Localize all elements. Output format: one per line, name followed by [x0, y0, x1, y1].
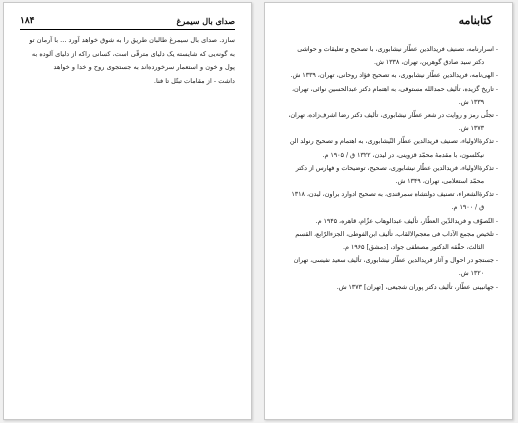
- bibliography-entry-line: - الهی‌نامه، فریدالدین عطّار نیشابوری، به تصحیح فؤاد روحانی، تهران، ۱۳۳۹ ش.: [290, 72, 498, 80]
- bibliography-entry: [277, 69, 498, 82]
- bibliography-entry-line: - تاریخ گزیده، تألیف حمدالله مستوفی، به اهتمام دکتر عبدالحسین نوائی، تهران،: [291, 85, 498, 93]
- bibliography-entry: [277, 135, 498, 161]
- bibliography-entry-line: - تلخیص مجمع الآداب فی معجم‌الالقاب، تألیف ابن‌الفوطی، الجزءالرّابع، القسم: [295, 230, 498, 238]
- bibliography-entry: [277, 228, 498, 254]
- bibliography-entry-line: محمّد استعلامی، تهران، ۱۳۴۹ ش.: [395, 178, 484, 186]
- bibliography-entry-line: - جستجو در احوال و آثار فریدالدین عطّار نیشابوری، تألیف سعید نفیسی، تهران: [293, 257, 498, 265]
- bibliography-title: کتابنامه: [458, 14, 492, 27]
- bibliography-entry-line: - اسرارنامه، تصنیف فریدالدین عطّار نیشابوری، با تصحیح و تعلیقات و حواشی: [297, 46, 498, 53]
- right-page: [264, 2, 513, 420]
- bibliography-entry-line: ق / ۱۹۰۰ م.: [451, 204, 484, 212]
- paragraph-line: داشت - از مقامات تبتّل تا فنا.: [153, 76, 235, 85]
- bibliography-entry: [277, 254, 498, 280]
- bibliography-entry-line: ۱۳۲۰ ش.: [458, 270, 484, 278]
- bibliography-entry: [277, 43, 498, 69]
- bibliography-entry-line: دکتر سید صادق گوهرین، تهران، ۱۳۳۸ ش.: [373, 59, 484, 67]
- header-title: صدای بال سیمرغ: [176, 16, 235, 26]
- bibliography-entry: [277, 281, 498, 294]
- bibliography-entry-line: - تذکرةالاولیاء، فریدالدین عطّار نیشابوری، تصحیح، توضیحات و فهارس از دکتر: [295, 164, 498, 172]
- bibliography-entry: [277, 83, 498, 109]
- paragraph-line: پول و خون و استعمار سرخورده‌اند به جستجوی روح و خدا و خواهد: [53, 63, 235, 72]
- bibliography-entry-line: نیکلسون، با مقدمهٔ محمّد قزوینی، در لیدن، ۱۳۲۲ ق / ۱۹۰۵ م.: [322, 151, 484, 159]
- bibliography-entry-line: - جهانبینی عطّار، تألیف دکتر پوران شجیعی، [تهران] ۱۳۷۳ ش.: [336, 283, 498, 291]
- bibliography-entry-line: - تجلّی رمز و روایت در شعر عطّار نیشابوری، تألیف دکتر رضا اشرف‌زاده، تهران،: [288, 112, 498, 120]
- running-header: [20, 15, 235, 30]
- paragraph-line: به گونه‌یی که شایسته یک دلیای مترقّی است، کسانی راکه از دلیای آلوده به: [31, 49, 235, 58]
- page-number: ۱۸۴: [20, 16, 35, 26]
- bibliography-entry-line: ۱۳۷۳ ش.: [458, 125, 484, 133]
- bibliography-entry: [277, 188, 498, 214]
- left-page: [3, 2, 252, 420]
- bibliography-list: [277, 43, 498, 294]
- bibliography-entry: [277, 162, 498, 188]
- bibliography-entry: [277, 215, 498, 228]
- bibliography-entry-line: ۱۳۳۹ ش.: [458, 98, 484, 106]
- paragraph-line: سازد. صدای بال سیمرغ طالبان طریق را به شوق خواهد آورد ... با آرمان تو: [29, 36, 235, 44]
- bibliography-entry-line: - التّصوّف و فریدالدّین العطّار، تألیف عبدالوهاب عزّام، قاهره، ۱۹۴۵ م.: [315, 217, 498, 225]
- body-paragraph: [20, 34, 235, 88]
- bibliography-entry-line: - تذکرةالاولیاء، تصنیف فریدالدین عطّار النّیشابوری، به اهتمام و تصحیح رنولد الن: [289, 138, 498, 146]
- bibliography-entry-line: - تذکرةالشعراء، تصنیف دولتشاه سمرقندی، به تصحیح ادوارد براون، لیدن، ۱۳۱۸: [291, 191, 498, 199]
- bibliography-entry: [277, 109, 498, 135]
- bibliography-entry-line: الثالث، حقّقه الدکتور مصطفی جواد، [دمشق] ۱۹۶۵ م.: [343, 244, 484, 252]
